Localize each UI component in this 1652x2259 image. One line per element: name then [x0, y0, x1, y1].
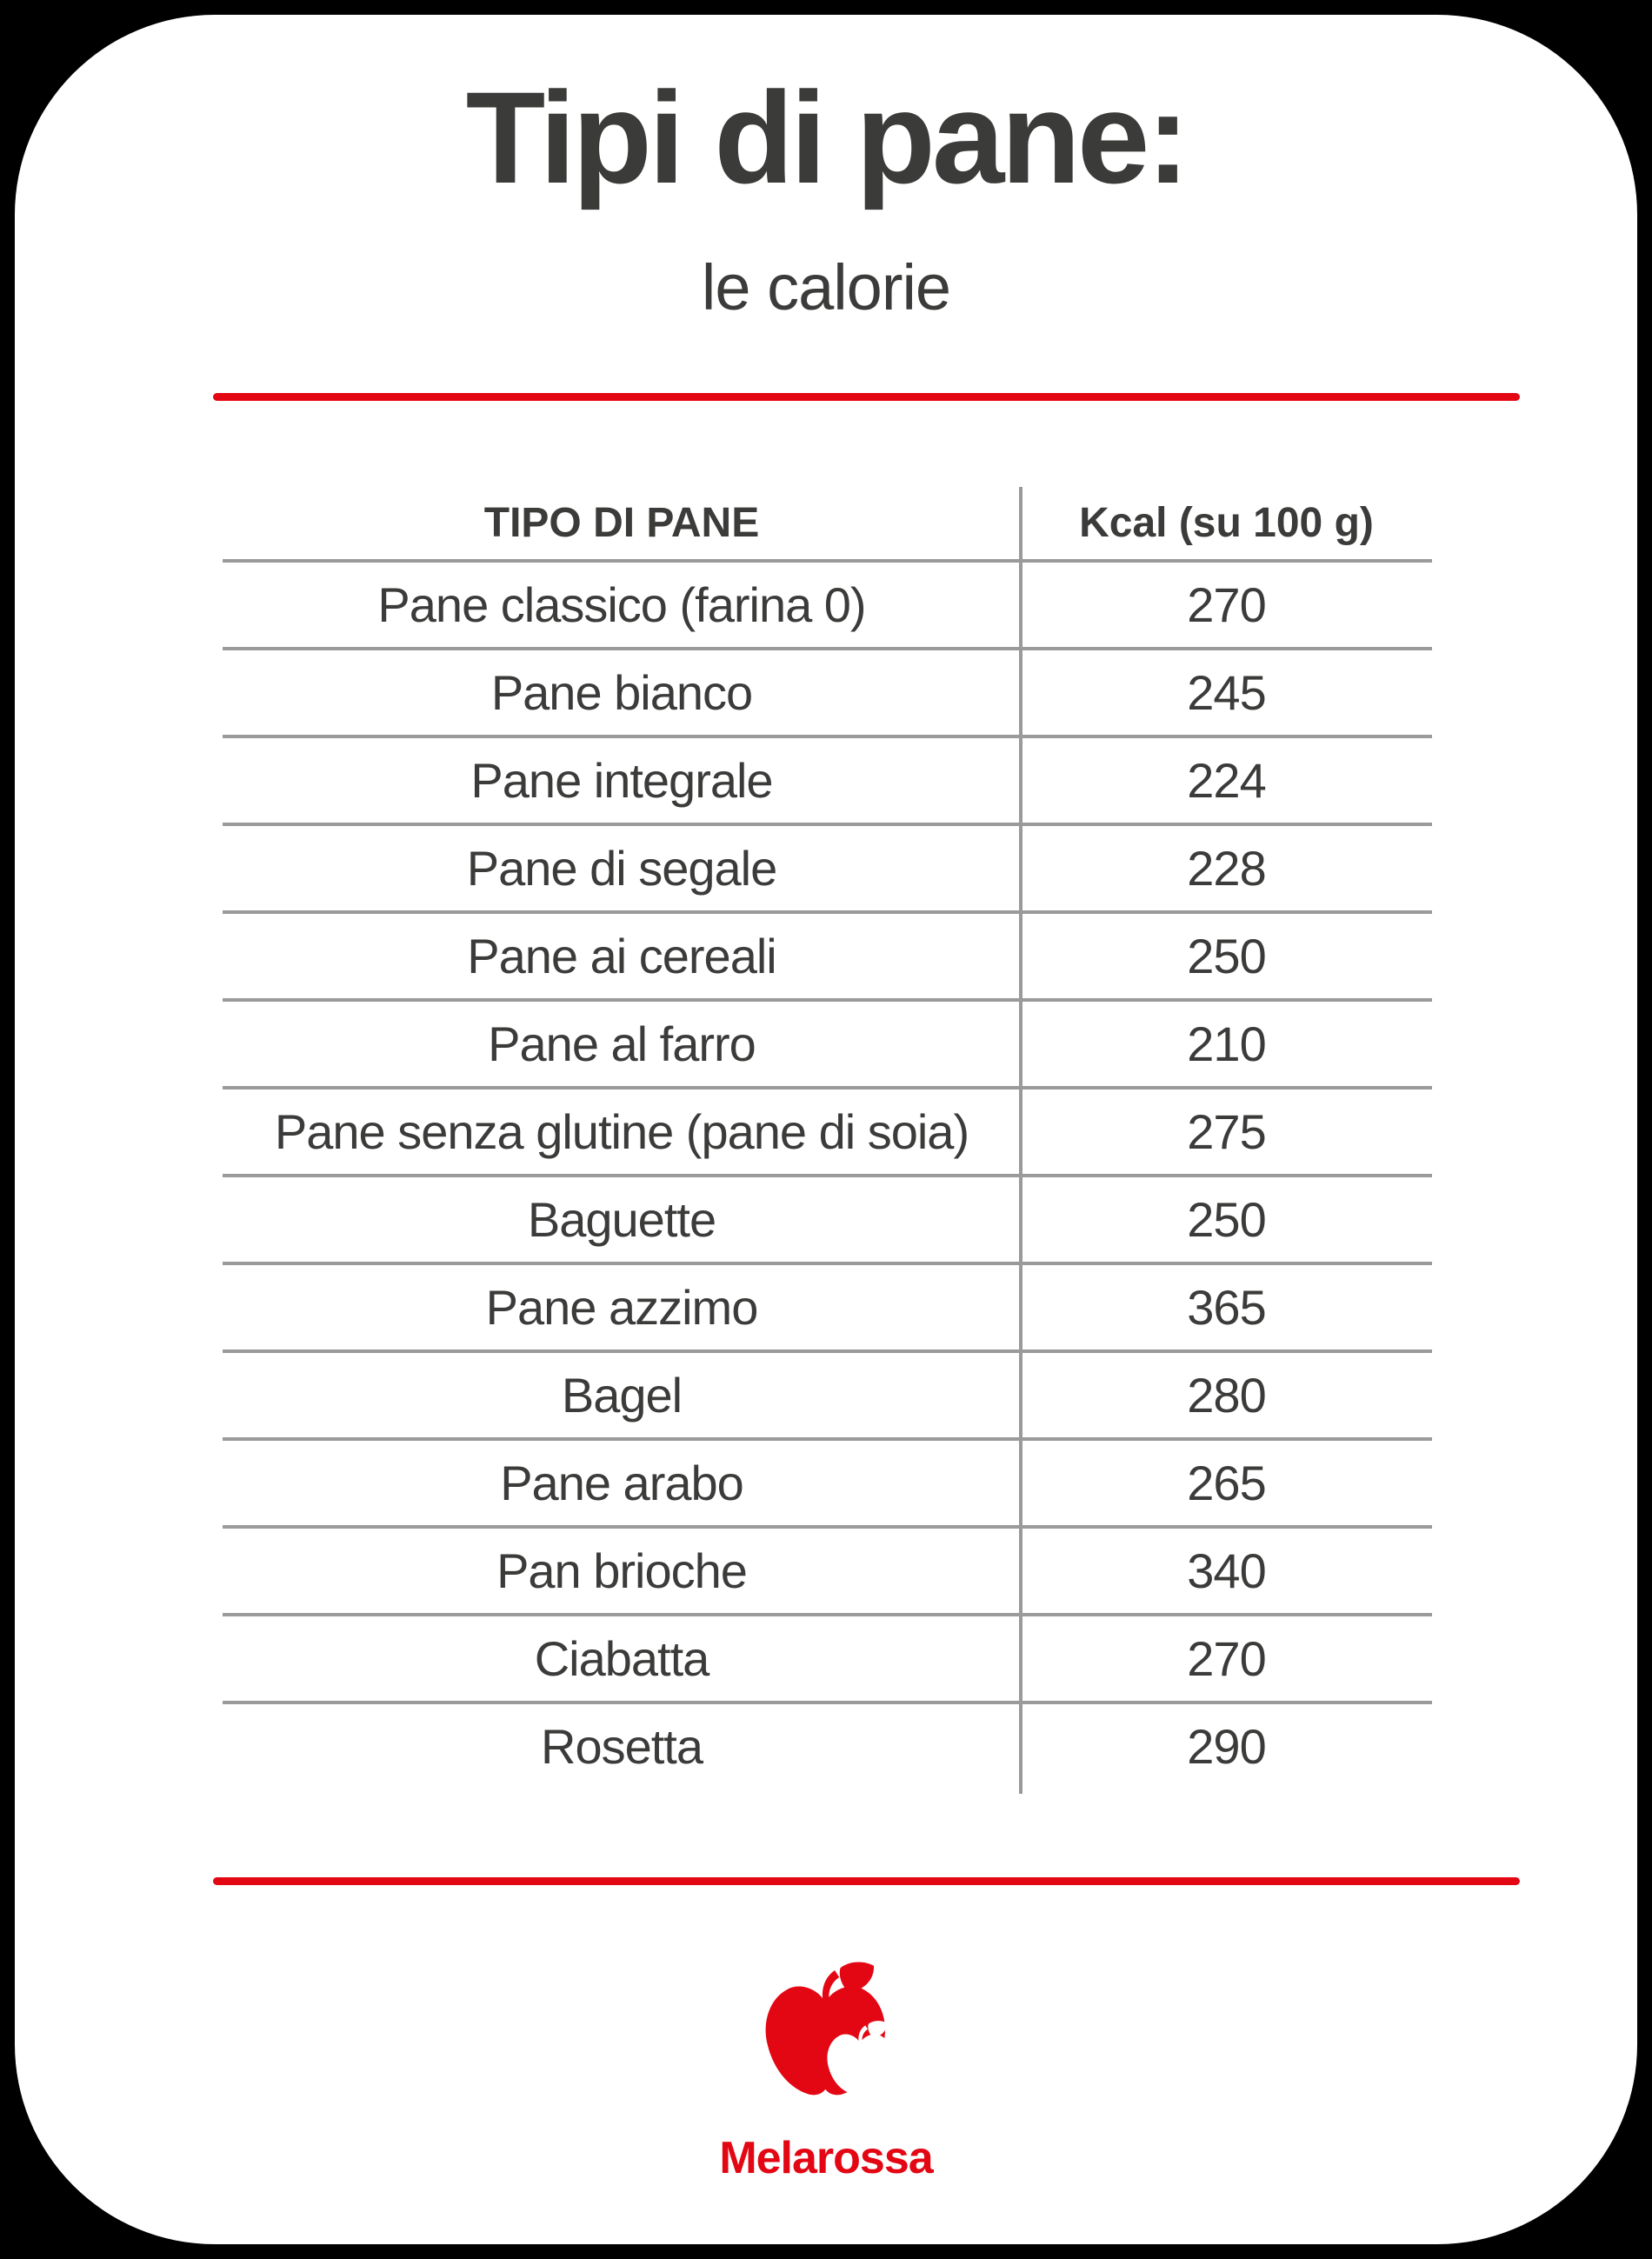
brand-name: Melarossa — [719, 2133, 933, 2183]
bread-name-cell: Rosetta — [541, 1719, 703, 1774]
kcal-value-cell: 365 — [1187, 1280, 1266, 1335]
bread-name-cell: Pane azzimo — [485, 1280, 758, 1335]
kcal-value-cell: 280 — [1187, 1368, 1266, 1423]
table-row — [223, 735, 1432, 823]
bread-name-cell: Pane al farro — [488, 1016, 756, 1071]
bread-name-cell: Pane senza glutine (pane di soia) — [274, 1104, 969, 1159]
table-row — [223, 1262, 1432, 1349]
top-red-rule — [213, 393, 1520, 401]
bread-name-cell: Pane arabo — [500, 1456, 743, 1510]
table-row — [223, 1613, 1432, 1701]
column-header-bread-type: TIPO DI PANE — [483, 500, 760, 546]
kcal-value-cell: 224 — [1187, 753, 1266, 808]
kcal-value-cell: 228 — [1187, 841, 1266, 896]
table-row — [223, 823, 1432, 910]
table-row — [223, 1086, 1432, 1174]
column-header-kcal: Kcal (su 100 g) — [1079, 500, 1374, 546]
bread-name-cell: Pan brioche — [496, 1543, 747, 1598]
bread-name-cell: Baguette — [527, 1192, 716, 1247]
kcal-value-cell: 245 — [1187, 665, 1266, 720]
bread-name-cell: Pane di segale — [466, 841, 777, 896]
page-subtitle: le calorie — [701, 251, 951, 323]
table-row — [223, 1349, 1432, 1437]
bottom-red-rule — [213, 1877, 1520, 1885]
table-row — [223, 1437, 1432, 1525]
apple-logo-icon — [760, 1956, 892, 2116]
table-row — [223, 1701, 1432, 1789]
table-body — [223, 559, 1432, 1789]
table-row — [223, 910, 1432, 998]
calorie-table — [223, 487, 1432, 1800]
melarossa-logo — [0, 1956, 1652, 2184]
bread-name-cell: Pane ai cereali — [467, 929, 776, 983]
table-header-row — [223, 487, 1432, 559]
bread-name-cell: Ciabatta — [534, 1631, 709, 1686]
bread-name-cell: Bagel — [561, 1368, 683, 1423]
kcal-value-cell: 290 — [1187, 1719, 1266, 1774]
bread-name-cell: Pane integrale — [470, 753, 773, 808]
bread-name-cell: Pane bianco — [490, 665, 753, 720]
table-row — [223, 559, 1432, 647]
table-row — [223, 1174, 1432, 1262]
kcal-value-cell: 270 — [1187, 1631, 1266, 1686]
kcal-value-cell: 265 — [1187, 1456, 1266, 1510]
kcal-value-cell: 250 — [1187, 1192, 1266, 1247]
table-row — [223, 1525, 1432, 1613]
table-row — [223, 647, 1432, 735]
kcal-value-cell: 250 — [1187, 929, 1266, 983]
kcal-value-cell: 340 — [1187, 1543, 1266, 1598]
table-row — [223, 998, 1432, 1086]
kcal-value-cell: 270 — [1187, 577, 1266, 632]
column-divider-line — [1019, 487, 1023, 1794]
page-title: Tipi di pane: — [465, 64, 1187, 210]
kcal-value-cell: 275 — [1187, 1104, 1266, 1159]
kcal-value-cell: 210 — [1187, 1016, 1266, 1071]
bread-name-cell: Pane classico (farina 0) — [377, 577, 866, 632]
